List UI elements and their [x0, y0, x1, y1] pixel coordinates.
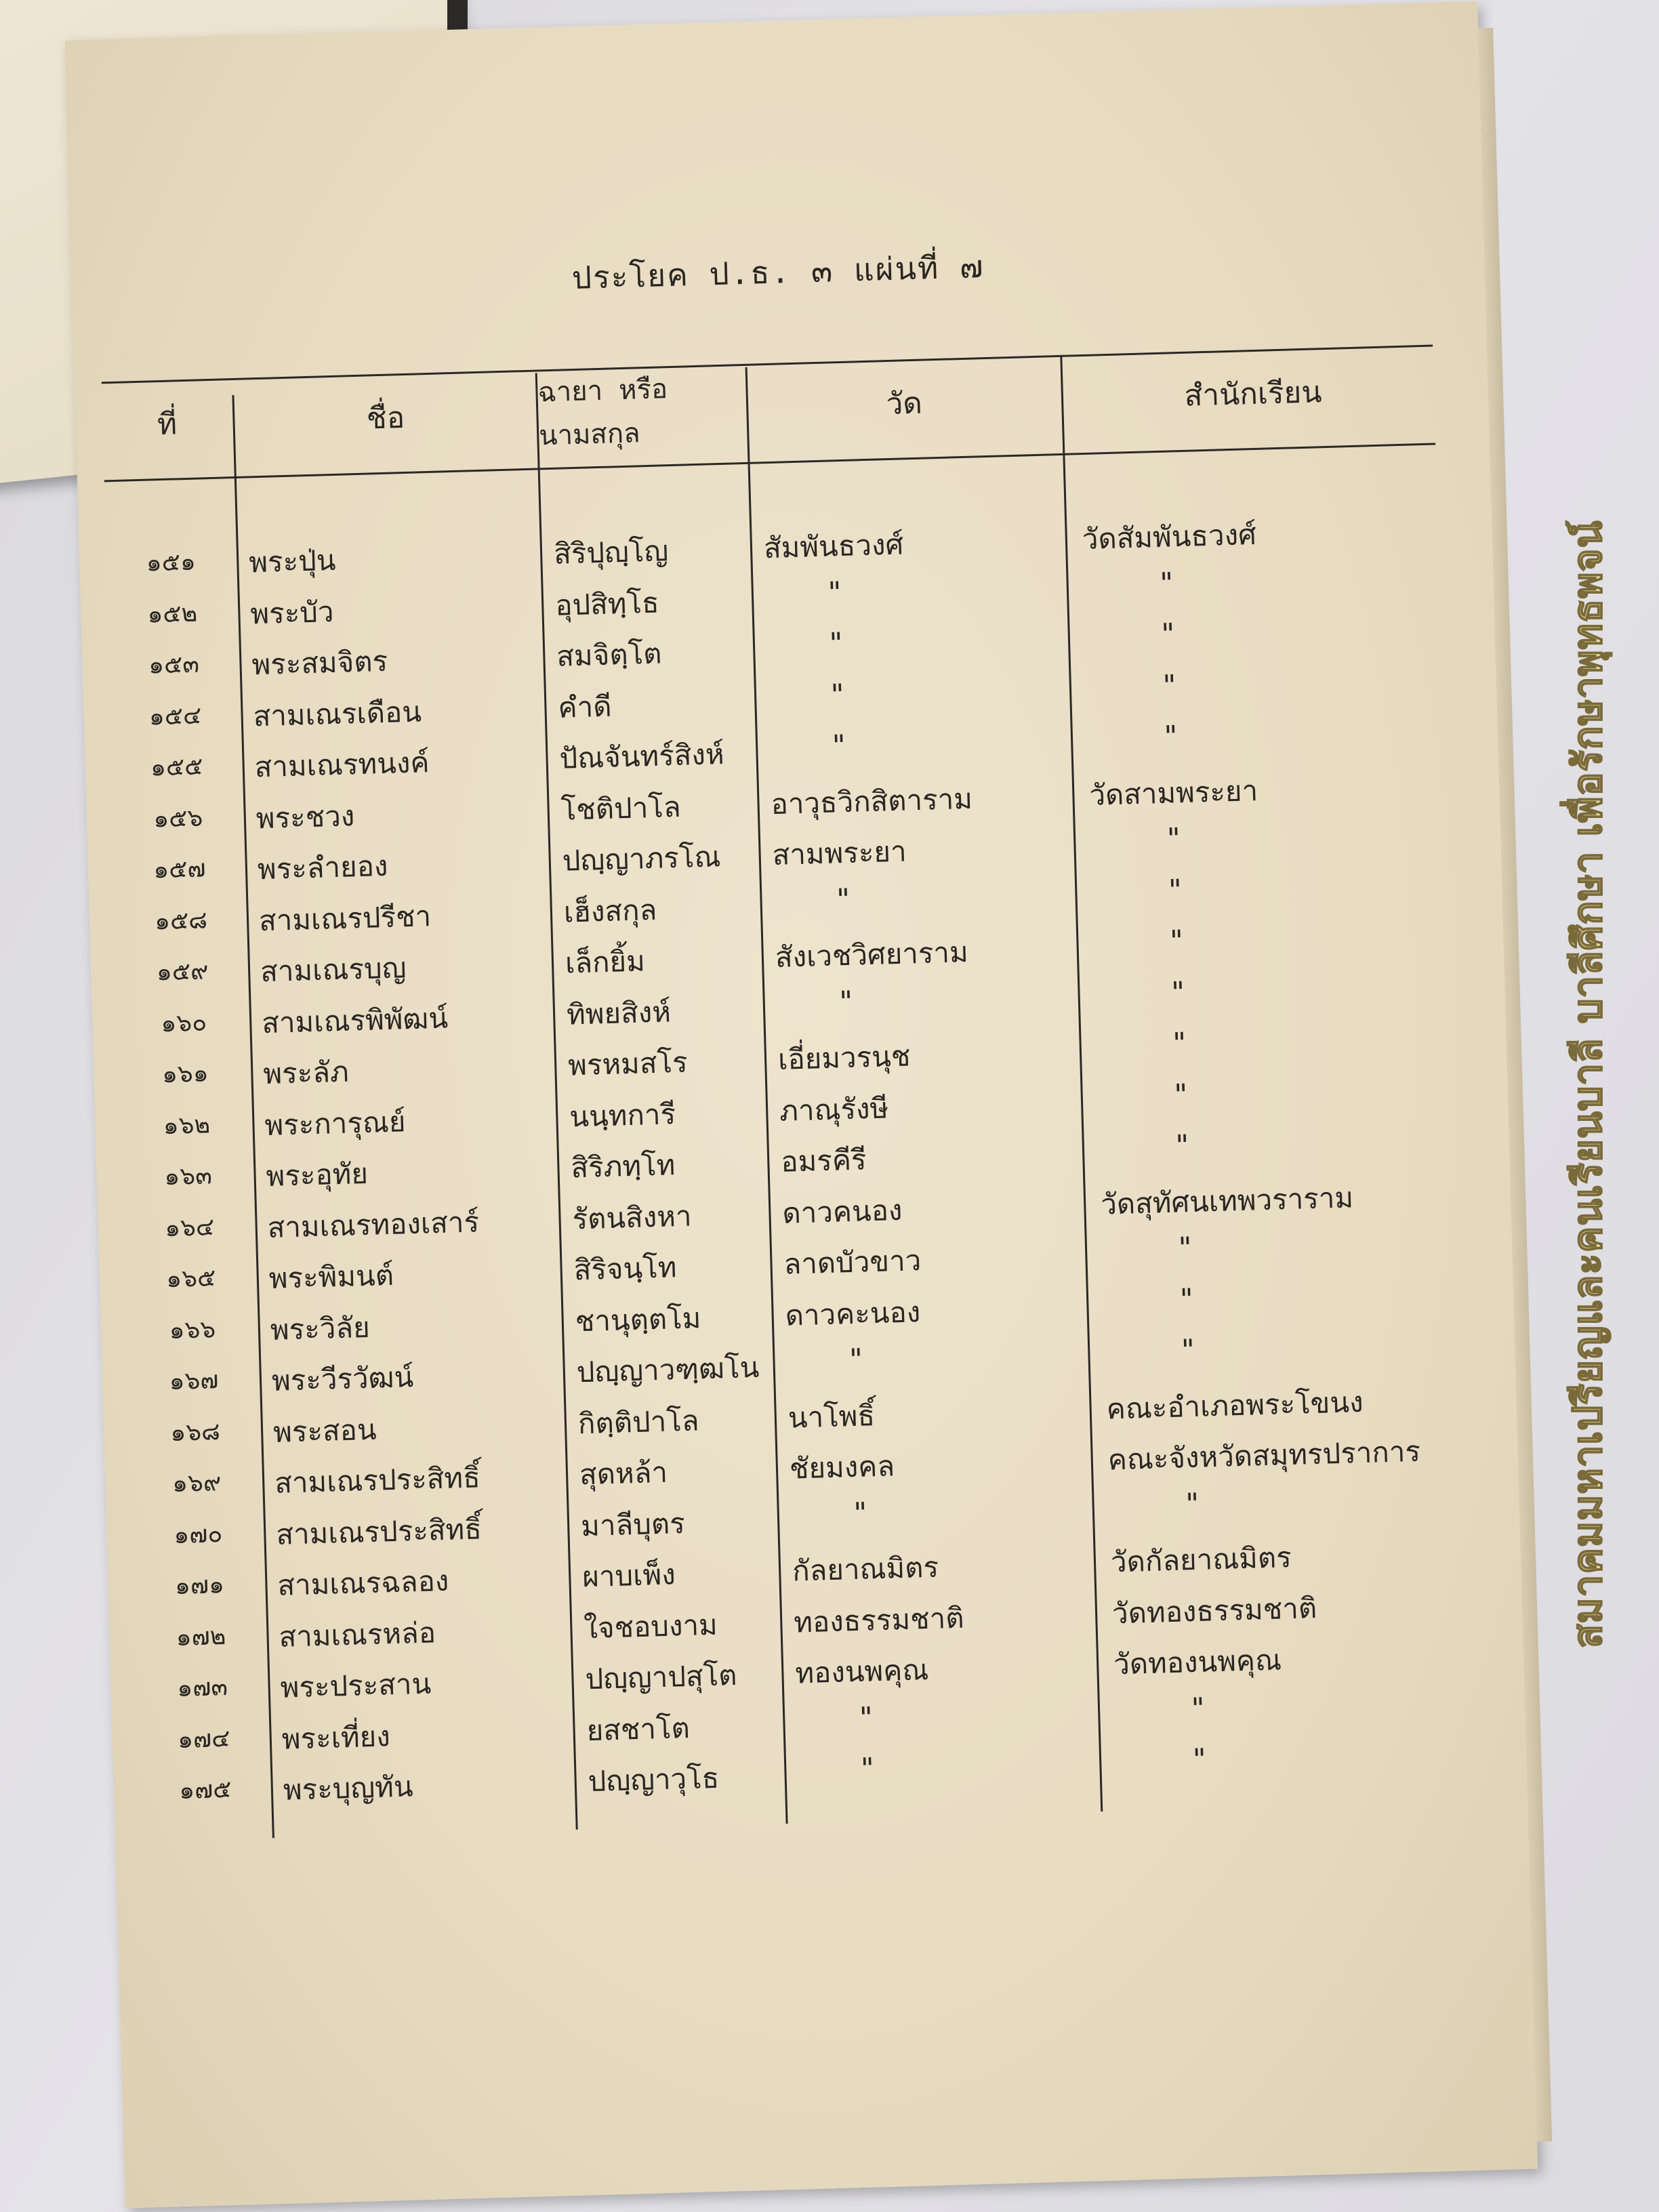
cell-school: ": [1168, 975, 1187, 1009]
cell-name: สามเณรประสิทธิ์: [275, 1511, 483, 1551]
cell-no: ๑๖๔: [164, 1212, 215, 1242]
cell-name: พระพิมนต์: [268, 1258, 394, 1296]
cell-school: ": [1158, 565, 1176, 600]
cell-title: ใจชอบงาม: [583, 1607, 718, 1645]
cell-title: ชานุตฺตโม: [575, 1300, 702, 1338]
document-page: [65, 1, 1538, 2209]
cell-wat: ": [828, 677, 847, 712]
watermark: สมาคมมหาเปรียญและคนเรียนบาลี บาลีศึกษา เพื่อรักษาพุทธพจน์: [1564, 520, 1611, 1649]
cell-no: ๑๕๗: [152, 855, 207, 884]
cell-no: ๑๖๗: [169, 1366, 219, 1396]
cell-school: ": [1183, 1486, 1202, 1520]
cell-no: ๑๖๓: [163, 1162, 213, 1191]
cell-name: พระชวง: [255, 798, 355, 835]
cell-wat: อาวุธวิกสิตาราม: [770, 781, 973, 821]
cell-name: พระวิลัย: [270, 1310, 371, 1347]
cell-no: ๑๗๑: [174, 1571, 225, 1601]
cell-name: สามเณรเดือน: [252, 694, 422, 733]
cell-wat: ": [825, 575, 844, 609]
cell-title: มาลีบุตร: [580, 1506, 686, 1542]
cell-wat: ชัยมงคล: [789, 1449, 895, 1486]
cell-wat: ": [827, 626, 845, 660]
cell-no: ๑๕๘: [154, 905, 208, 936]
table-body: [79, 499, 1527, 1817]
header-name: ชื่อ: [366, 400, 405, 436]
cell-name: พระการุณย์: [264, 1104, 407, 1142]
cell-wat: สังเวชวิศยาราม: [775, 935, 969, 974]
cell-title: สมจิตฺโต: [556, 636, 663, 673]
cell-school: ": [1167, 924, 1186, 958]
cell-wat: เอี่ยมวรนุช: [777, 1039, 911, 1076]
cell-name: พระประสาน: [280, 1666, 432, 1704]
cell-wat: ": [857, 1700, 876, 1734]
header-school: สำนักเรียน: [1183, 375, 1323, 413]
cell-school: วัดสุทัศนเทพวราราม: [1100, 1180, 1354, 1221]
cell-title: คำดี: [557, 689, 613, 724]
cell-wat: ": [834, 882, 853, 916]
cell-no: ๑๗๓: [176, 1673, 228, 1703]
cell-name: พระวีรวัฒน์: [271, 1360, 414, 1397]
cell-name: สามเณรทองเสาร์: [267, 1204, 480, 1244]
cell-wat: ": [851, 1495, 869, 1530]
cell-no: ๑๕๓: [148, 650, 200, 680]
cell-wat: สัมพันธวงศ์: [763, 527, 904, 565]
cell-title: สิริปุญฺโญ: [553, 534, 669, 571]
cell-school: ": [1159, 617, 1177, 651]
cell-wat: ": [858, 1751, 877, 1786]
cell-name: สามเณรปรีชา: [258, 899, 432, 937]
cell-school: คณะจังหวัดสมุทรปราการ: [1107, 1434, 1421, 1477]
cell-wat: ดาวคะนอง: [784, 1294, 921, 1332]
cell-title: ยสชาโต: [586, 1711, 691, 1747]
cell-title: นนฺทการี: [569, 1097, 676, 1134]
cell-school: ": [1176, 1230, 1195, 1265]
cell-wat: ทองนพคุณ: [794, 1653, 929, 1690]
cell-name: พระสอน: [272, 1412, 377, 1449]
cell-no: ๑๖๖: [169, 1315, 216, 1345]
cell-school: ": [1160, 668, 1179, 702]
cell-school: ": [1190, 1742, 1209, 1776]
cell-school: วัดสัมพันธวงศ์: [1082, 517, 1257, 556]
cell-title: อุปสิทฺโธ: [554, 586, 660, 622]
cell-no: ๑๖๑: [161, 1059, 209, 1089]
cell-name: พระบัว: [249, 594, 335, 630]
cell-title: พรหมสโร: [567, 1045, 689, 1082]
cell-no: ๑๗๔: [177, 1724, 230, 1754]
cell-title: เฮ็งสกุล: [563, 893, 657, 929]
cell-no: ๑๖๙: [171, 1469, 222, 1498]
cell-school: วัดทองนพคุณ: [1113, 1643, 1282, 1681]
cell-no: ๑๖๘: [169, 1417, 221, 1447]
cell-name: สามเณรหล่อ: [278, 1615, 436, 1654]
cell-title: โชติปาโล: [560, 790, 682, 827]
cell-name: สามเณรฉลอง: [276, 1563, 449, 1602]
cell-name: พระลัภ: [262, 1054, 350, 1091]
cell-title: ปัณจันทร์สิงห์: [558, 737, 725, 775]
header-title: ฉายา หรือนามสกุล: [537, 373, 668, 452]
cell-title: ผาบเพ็ง: [581, 1557, 676, 1594]
cell-school: วัดกัลยาณมิตร: [1110, 1540, 1292, 1579]
cell-no: ๑๖๕: [165, 1264, 216, 1294]
cell-title: ทิพยสิงห์: [566, 994, 672, 1031]
cell-title: ปญฺญาวฑฺฒโน: [576, 1350, 760, 1389]
cell-name: สามเณรบุญ: [260, 951, 407, 989]
cell-name: พระปุ่น: [248, 543, 337, 579]
cell-name: พระเที่ยง: [281, 1719, 391, 1756]
cell-title: ปญฺญาวุโธ: [588, 1761, 720, 1799]
header-wat: วัด: [885, 386, 923, 422]
cell-title: ปญฺญาภรโณ: [562, 840, 722, 878]
cell-name: พระบุญทัน: [283, 1769, 414, 1807]
cell-title: สุดหล้า: [579, 1455, 668, 1492]
cell-wat: กัลยาณมิตร: [792, 1550, 939, 1588]
cell-school: ": [1170, 1026, 1189, 1060]
cell-no: ๑๖๒: [163, 1110, 211, 1140]
cell-name: พระลำยอง: [257, 848, 389, 886]
cell-wat: ดาวคนอง: [781, 1193, 903, 1230]
cell-no: ๑๕๕: [150, 752, 203, 782]
cell-wat: ": [830, 728, 848, 762]
cell-no: ๑๗๒: [176, 1622, 226, 1652]
cell-school: วัดสามพระยา: [1088, 773, 1258, 812]
header-no: ที่: [157, 407, 178, 443]
cell-no: ๑๕๖: [152, 804, 203, 834]
cell-school: ": [1162, 719, 1181, 753]
cell-title: เล็กยิ้ม: [565, 944, 646, 980]
cell-wat: ภาณุรังษี: [779, 1090, 889, 1128]
cell-school: ": [1179, 1332, 1197, 1367]
cell-school: คณะอำเภอพระโขนง: [1106, 1385, 1364, 1426]
cell-school: วัดทองธรรมชาติ: [1111, 1591, 1317, 1630]
cell-no: ๑๕๒: [146, 599, 198, 629]
cell-wat: ลาดบัวขาว: [783, 1244, 922, 1281]
cell-name: สามเณรพิพัฒน์: [261, 1001, 449, 1040]
cell-no: ๑๗๕: [178, 1775, 232, 1805]
cell-title: ปญฺญาปสุโต: [584, 1658, 738, 1696]
cell-wat: ทองธรรมชาติ: [793, 1601, 965, 1639]
cell-name: พระสมจิตร: [251, 644, 388, 682]
cell-no: ๑๕๑: [146, 548, 197, 577]
page-title: ประโยค ป.ธ. ๓ แผ่นที่ ๗: [571, 247, 985, 296]
cell-name: สามเณรทนงค์: [254, 745, 430, 784]
cell-school: ": [1164, 821, 1183, 855]
cell-school: ": [1189, 1691, 1208, 1725]
cell-wat: สามพระยา: [772, 834, 907, 872]
cell-title: สิริจนฺโท: [573, 1250, 678, 1287]
cell-name: สามเณรประสิทธิ์: [274, 1460, 481, 1500]
cell-title: กิตฺติปาโล: [577, 1403, 700, 1440]
cell-wat: อมรคีรี: [780, 1143, 867, 1179]
cell-no: ๑๕๔: [148, 701, 202, 731]
cell-title: รัตนสิงหา: [571, 1199, 693, 1235]
cell-no: ๑๗๐: [173, 1519, 223, 1549]
cell-title: สิริภทฺโท: [570, 1148, 676, 1185]
cell-no: ๑๖๐: [160, 1008, 207, 1038]
cell-wat: ": [837, 984, 855, 1018]
cell-no: ๑๕๙: [156, 957, 209, 987]
cell-wat: ": [846, 1342, 865, 1376]
cell-school: ": [1177, 1282, 1196, 1316]
cell-wat: นาโพธิ์: [787, 1398, 876, 1435]
cell-school: ": [1172, 1077, 1190, 1111]
cell-name: พระอุทัย: [265, 1156, 369, 1193]
cell-school: ": [1173, 1128, 1191, 1162]
cell-school: ": [1166, 872, 1185, 907]
